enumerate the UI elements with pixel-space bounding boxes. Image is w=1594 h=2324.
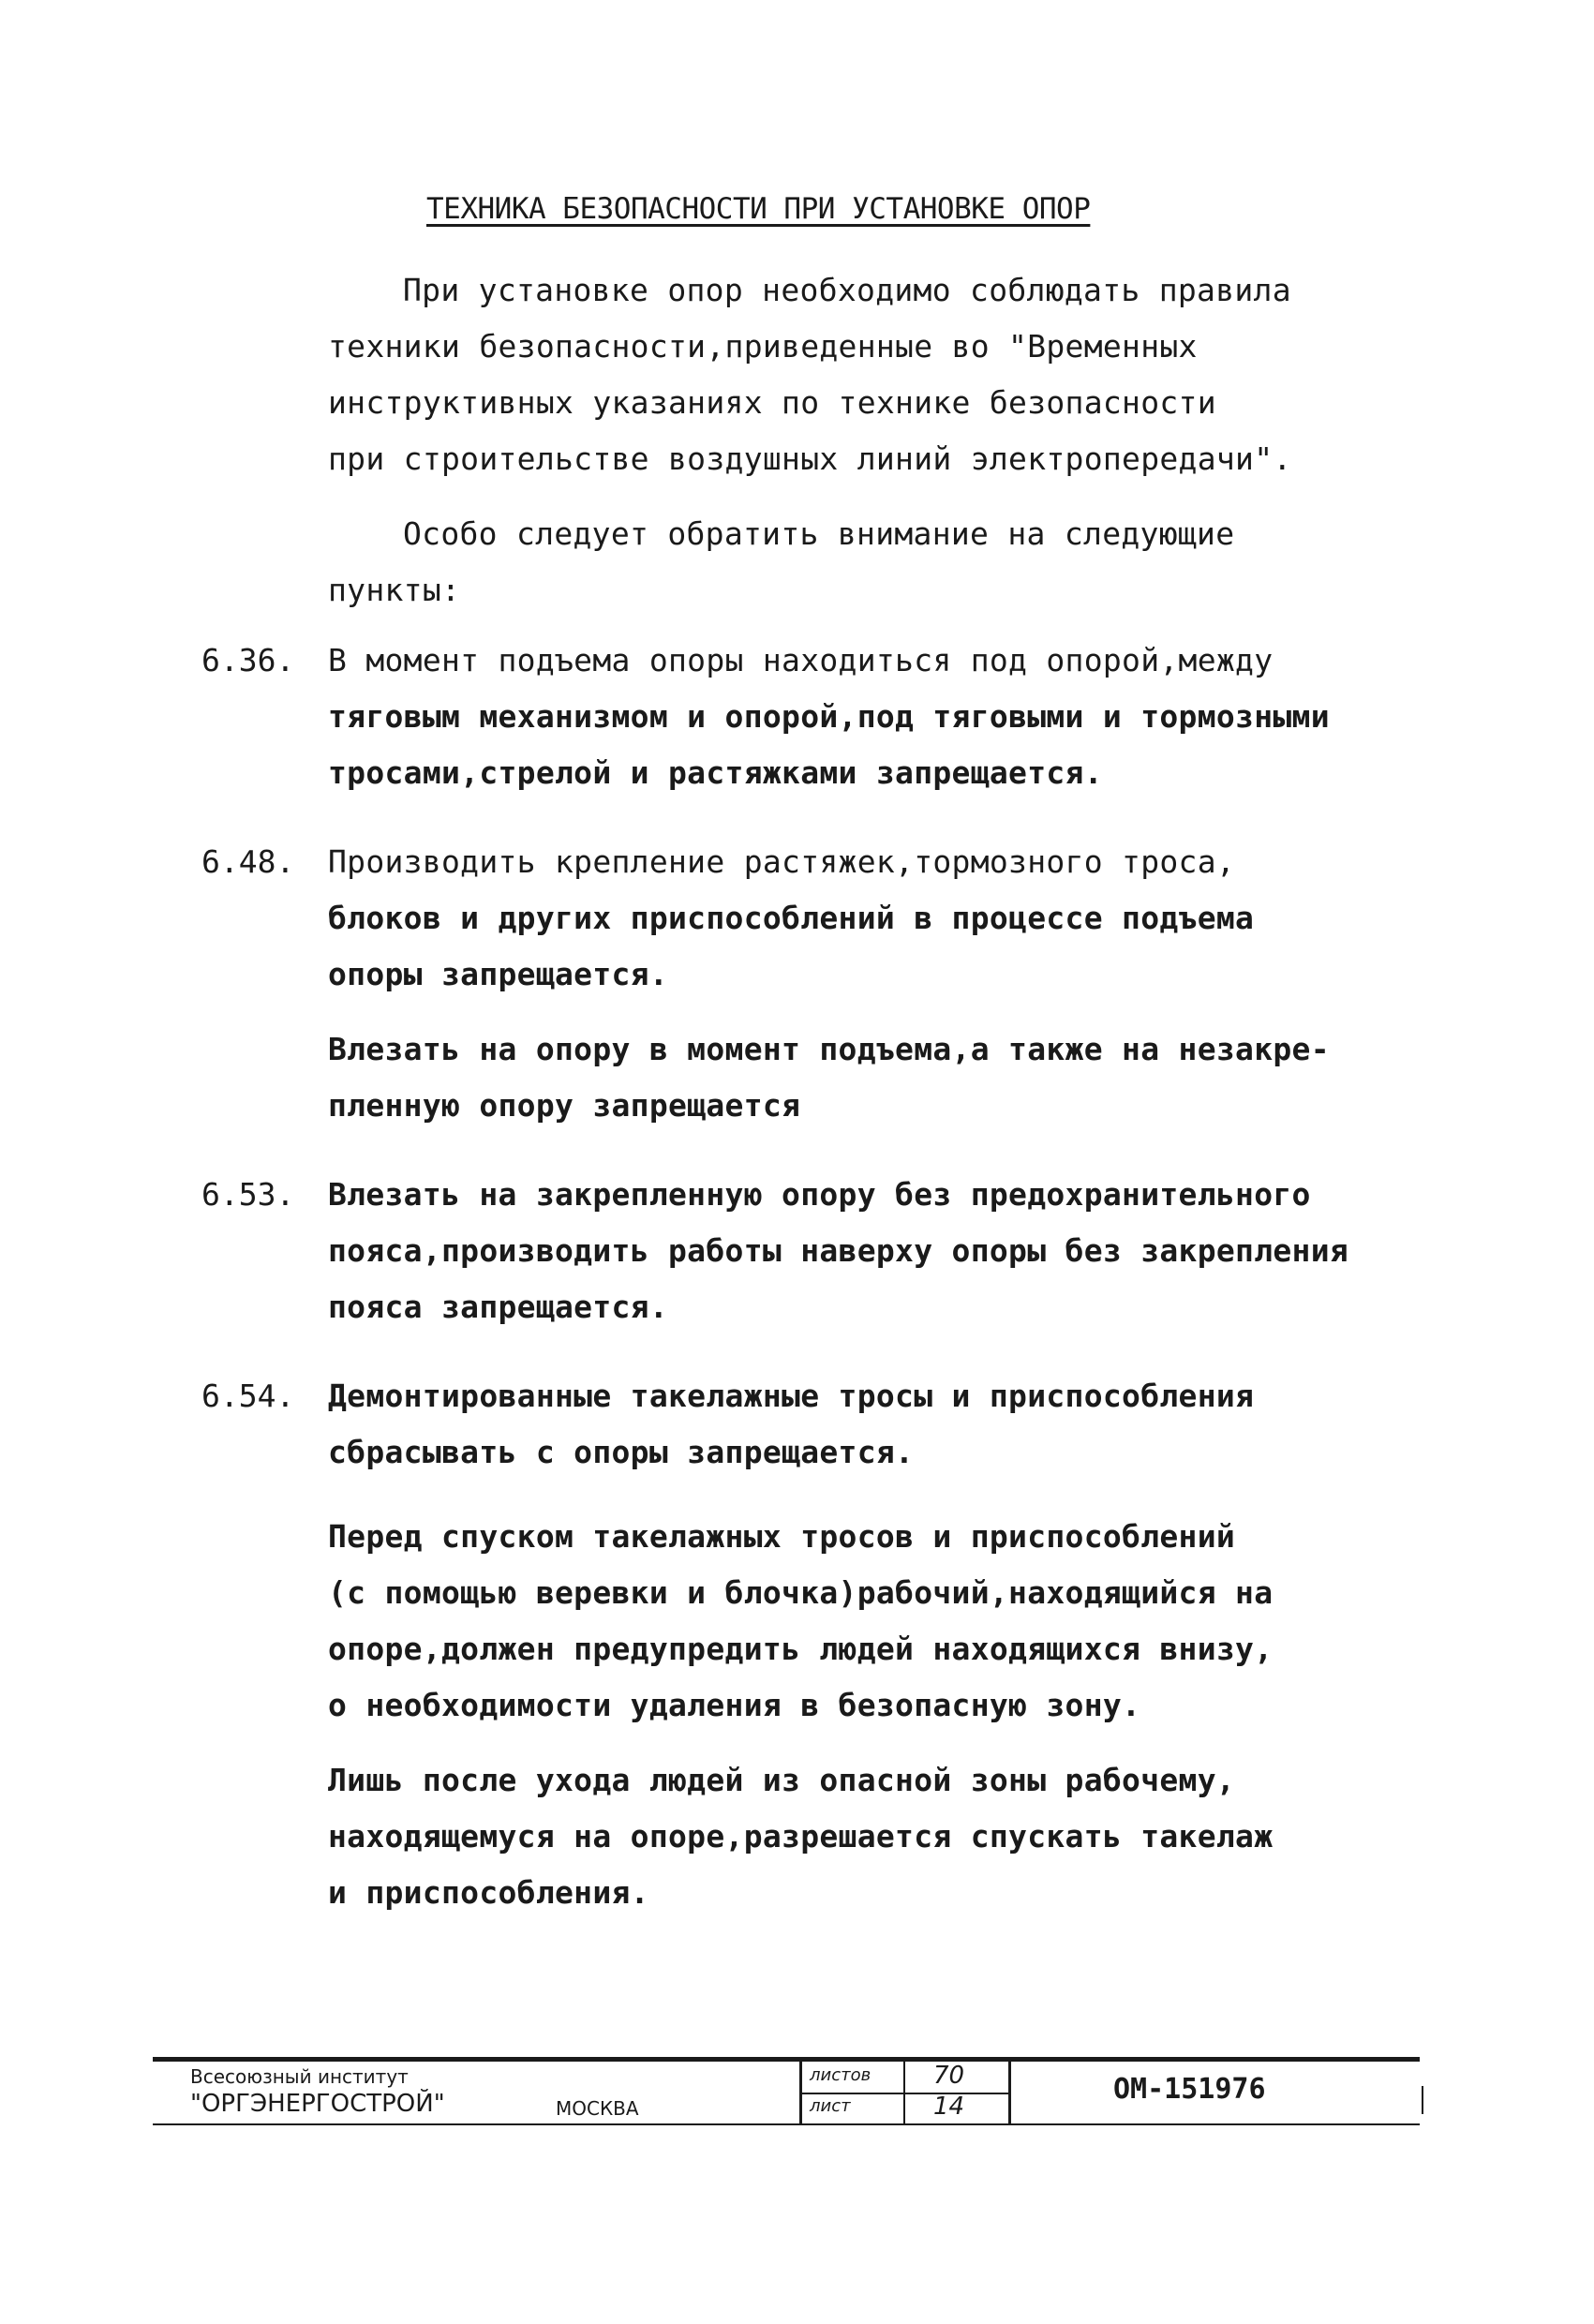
- item-line: В момент подъема опоры находиться под опорой,между: [328, 642, 1274, 678]
- item-line: находящемуся на опоре,разрешается спускать такелаж: [328, 1818, 1274, 1855]
- city-label: МОСКВА: [556, 2097, 639, 2120]
- item-line: Влезать на закрепленную опору без предохранительного: [328, 1176, 1311, 1213]
- sheet-row: [802, 2093, 1008, 2123]
- item-number: 6.53.: [201, 1176, 295, 1213]
- item-line: пояса запрещается.: [328, 1289, 669, 1325]
- intro-line: техники безопасности,приведенные во "Временных: [328, 328, 1198, 365]
- item-line: Производить крепление растяжек,тормозного троса,: [328, 843, 1236, 880]
- item-line: сбрасывать с опоры запрещается.: [328, 1434, 915, 1470]
- item-line: Перед спуском такелажных тросов и приспособлений: [328, 1518, 1236, 1555]
- item-line: Демонтированные такелажные тросы и приспособления: [328, 1378, 1255, 1414]
- border-tick: [1422, 2086, 1423, 2114]
- item-number: 6.54.: [201, 1378, 295, 1414]
- note-line: Особо следует обратить внимание на следующие: [403, 515, 1235, 552]
- item-line: Влезать на опору в момент подъема,а также на незакре-: [328, 1031, 1330, 1067]
- note-line: пункты:: [328, 572, 461, 608]
- sheets-row: [802, 2062, 1008, 2094]
- intro-line: при строительстве воздушных линий электропередачи".: [328, 440, 1292, 477]
- intro-line: инструктивных указаниях по технике безопасности: [328, 384, 1216, 421]
- sheets-label: листов: [810, 2065, 871, 2085]
- title-block: [153, 2057, 1420, 2125]
- cell-divider: [903, 2093, 905, 2123]
- item-line: и приспособления.: [328, 1874, 649, 1911]
- item-line: тяговым механизмом и опорой,под тяговыми и тормозными: [328, 698, 1330, 735]
- intro-line: При установке опор необходимо соблюдать правила: [403, 272, 1291, 308]
- sheet-value: 14: [933, 2093, 965, 2121]
- sheet-info-box: [799, 2062, 1011, 2123]
- sheets-value: 70: [933, 2062, 965, 2090]
- cell-divider: [903, 2062, 905, 2093]
- item-line: опоры запрещается.: [328, 956, 669, 992]
- item-number: 6.48.: [201, 843, 295, 880]
- item-line: блоков и других приспособлений в процессе подъема: [328, 900, 1255, 936]
- item-line: пленную опору запрещается: [328, 1087, 801, 1124]
- item-line: тросами,стрелой и растяжками запрещается.: [328, 754, 1103, 791]
- institute-title: "ОРГЭНЕРГОСТРОЙ": [190, 2090, 445, 2118]
- page-title: ТЕХНИКА БЕЗОПАСНОСТИ ПРИ УСТАНОВКЕ ОПОР: [426, 192, 1091, 226]
- item-line: Лишь после ухода людей из опасной зоны рабочему,: [328, 1762, 1236, 1798]
- item-line: опоре,должен предупредить людей находящихся внизу,: [328, 1631, 1274, 1667]
- institute-name: Всесоюзный институт: [190, 2065, 409, 2088]
- item-line: (с помощью веревки и блочка)рабочий,находящийся на: [328, 1574, 1274, 1611]
- document-code: ОМ-151976: [1113, 2073, 1266, 2106]
- sheet-label: лист: [810, 2096, 851, 2116]
- item-line: пояса,производить работы наверху опоры без закрепления: [328, 1232, 1349, 1269]
- item-number: 6.36.: [201, 642, 295, 678]
- item-line: о необходимости удаления в безопасную зону.: [328, 1687, 1141, 1723]
